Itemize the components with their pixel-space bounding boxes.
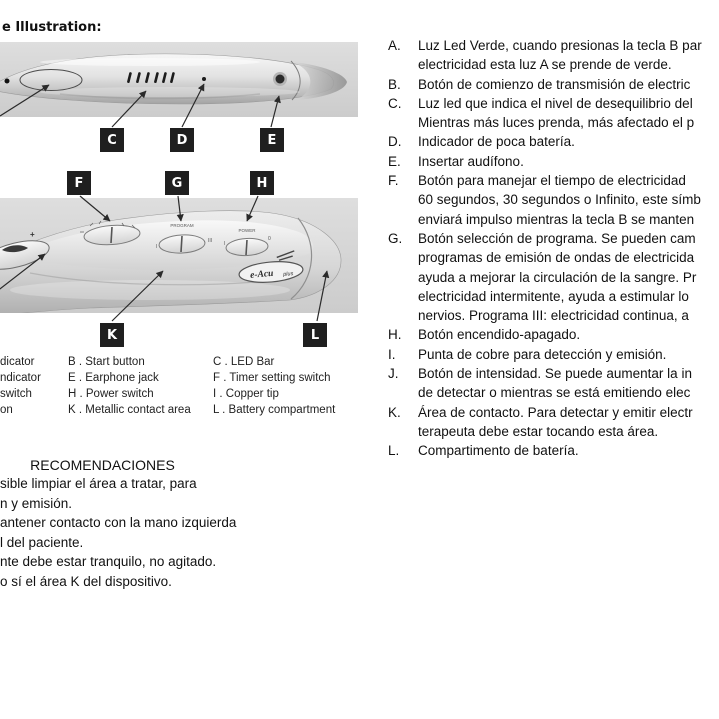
legend-row: [0, 388, 375, 404]
part-item-h: [388, 325, 719, 344]
item-line: Insertar audífono.: [418, 153, 524, 169]
item-line: Botón para manejar el tiempo de electricidad: [418, 173, 686, 189]
legend-row: [0, 372, 375, 388]
part-item-g: [388, 229, 719, 325]
item-line: terapeuta debe estar tocando esta área.: [418, 423, 659, 439]
legend-cell: C . LED Bar: [213, 356, 275, 368]
label-c: C: [100, 128, 124, 152]
item-line: Mientras más luces prenda, más afectado el p: [418, 115, 695, 131]
label-g: G: [165, 171, 189, 195]
item-line: Compartimento de batería.: [418, 443, 579, 459]
item-line: Indicador de poca batería.: [418, 134, 575, 150]
label-f: F: [67, 171, 91, 195]
part-item-a: [388, 36, 719, 75]
device-angled-view-drawing: [0, 198, 358, 313]
logo-sub-text: plus: [283, 271, 294, 278]
recommendation-line: sible limpiar el área a tratar, para: [0, 476, 197, 491]
item-line: electricidad esta luz A se prende de verde.: [418, 57, 672, 73]
item-letter: L.: [388, 443, 400, 459]
item-line: nervios. Programa III: electricidad continua, a: [418, 308, 689, 324]
legend-cell: switch: [0, 388, 32, 400]
item-line: Luz led que indica el nivel de desequilibrio del: [418, 95, 693, 111]
legend-cell: L . Battery compartment: [213, 404, 336, 416]
part-item-c: [388, 94, 719, 133]
legend-cell: dicator: [0, 356, 35, 368]
item-letter: B.: [388, 76, 401, 92]
device-photo-angled-view: [0, 198, 358, 313]
recommendation-line: antener contacto con la mano izquierda: [0, 515, 237, 530]
item-line: de detectar o mientras se está emitiendo elec: [418, 385, 691, 401]
legend-cell: B . Start button: [68, 356, 145, 368]
parts-legend: [0, 356, 375, 420]
legend-cell: ndicator: [0, 372, 41, 384]
recommendation-line: o sí el área K del dispositivo.: [0, 573, 172, 589]
item-letter: H.: [388, 327, 402, 343]
device-top-view-drawing: [0, 42, 358, 117]
part-descriptions: [388, 36, 719, 461]
item-line: Botón encendido-apagado.: [418, 327, 581, 343]
legend-cell: I . Copper tip: [213, 388, 279, 400]
recommendation-line: nte debe estar tranquilo, no agitado.: [0, 554, 217, 569]
item-line: Área de contacto. Para detectar y emitir electr: [418, 404, 693, 420]
part-item-k: [388, 403, 719, 442]
legend-cell: E . Earphone jack: [68, 372, 159, 384]
power-switch-label: POWER: [238, 228, 256, 233]
legend-cell: K . Metallic contact area: [68, 404, 191, 416]
label-e: E: [260, 128, 284, 152]
program-mark-left: I: [156, 244, 158, 250]
part-item-j: [388, 364, 719, 403]
part-item-f: [388, 171, 719, 229]
recommendation-line: l del paciente.: [0, 534, 84, 550]
logo-main-text: e-Acu: [249, 268, 274, 281]
legend-cell: F . Timer setting switch: [213, 372, 331, 384]
part-item-e: [388, 152, 719, 171]
legend-cell: on: [0, 404, 13, 416]
recommendation-line: n y emisión.: [0, 495, 73, 511]
item-letter: C.: [388, 95, 402, 111]
item-line: Botón de intensidad. Se puede aumentar la in: [418, 366, 692, 382]
power-mark-left: I: [224, 241, 226, 247]
item-line: Botón selección de programa. Se pueden cam: [418, 230, 696, 246]
part-item-b: [388, 75, 719, 94]
item-letter: I.: [388, 346, 396, 362]
legend-row: [0, 356, 375, 372]
legend-cell: H . Power switch: [68, 388, 154, 400]
item-line: electricidad intermitente, ayuda a estimular lo: [418, 288, 689, 304]
item-line: 60 segundos, 30 segundos o Infinito, este símb: [418, 192, 701, 208]
recommendations-title: RECOMENDACIONES: [30, 457, 175, 473]
program-mark-right: III: [208, 238, 213, 244]
item-letter: K.: [388, 404, 401, 420]
program-switch-label: PROGRAM: [170, 223, 194, 228]
item-letter: A.: [388, 38, 401, 53]
device-photo-top-view: [0, 42, 358, 117]
item-letter: E.: [388, 153, 401, 169]
label-h: H: [250, 171, 274, 195]
item-line: ayuda a mejorar la circulación de la sangre. Pr: [418, 269, 697, 285]
item-line: Botón de comienzo de transmisión de electric: [418, 76, 691, 92]
item-line: enviará impulso mientras la tecla B se manten: [418, 211, 695, 227]
battery-indicator-dot: [202, 77, 206, 81]
power-mark-right: 0: [268, 236, 271, 242]
plus-sign: +: [30, 230, 35, 239]
item-line: Punta de cobre para detección y emisión.: [418, 346, 667, 362]
item-letter: G.: [388, 230, 403, 246]
illustration-header: e Illustration:: [2, 20, 102, 35]
part-item-i: [388, 345, 719, 364]
earphone-jack: [276, 75, 285, 84]
item-letter: F.: [388, 173, 399, 189]
label-k: K: [100, 323, 124, 347]
item-line: programas de emisión de ondas de electricida: [418, 250, 695, 266]
item-letter: D.: [388, 134, 402, 150]
item-line: Luz Led Verde, cuando presionas la tecla B par: [418, 38, 702, 53]
item-letter: J.: [388, 366, 399, 382]
label-l: L: [303, 323, 327, 347]
legend-row: [0, 404, 375, 420]
label-d: D: [170, 128, 194, 152]
part-item-l: [388, 441, 719, 460]
indicator-dot: [5, 79, 10, 84]
part-item-d: [388, 132, 719, 151]
recommendations-text: [0, 474, 320, 591]
